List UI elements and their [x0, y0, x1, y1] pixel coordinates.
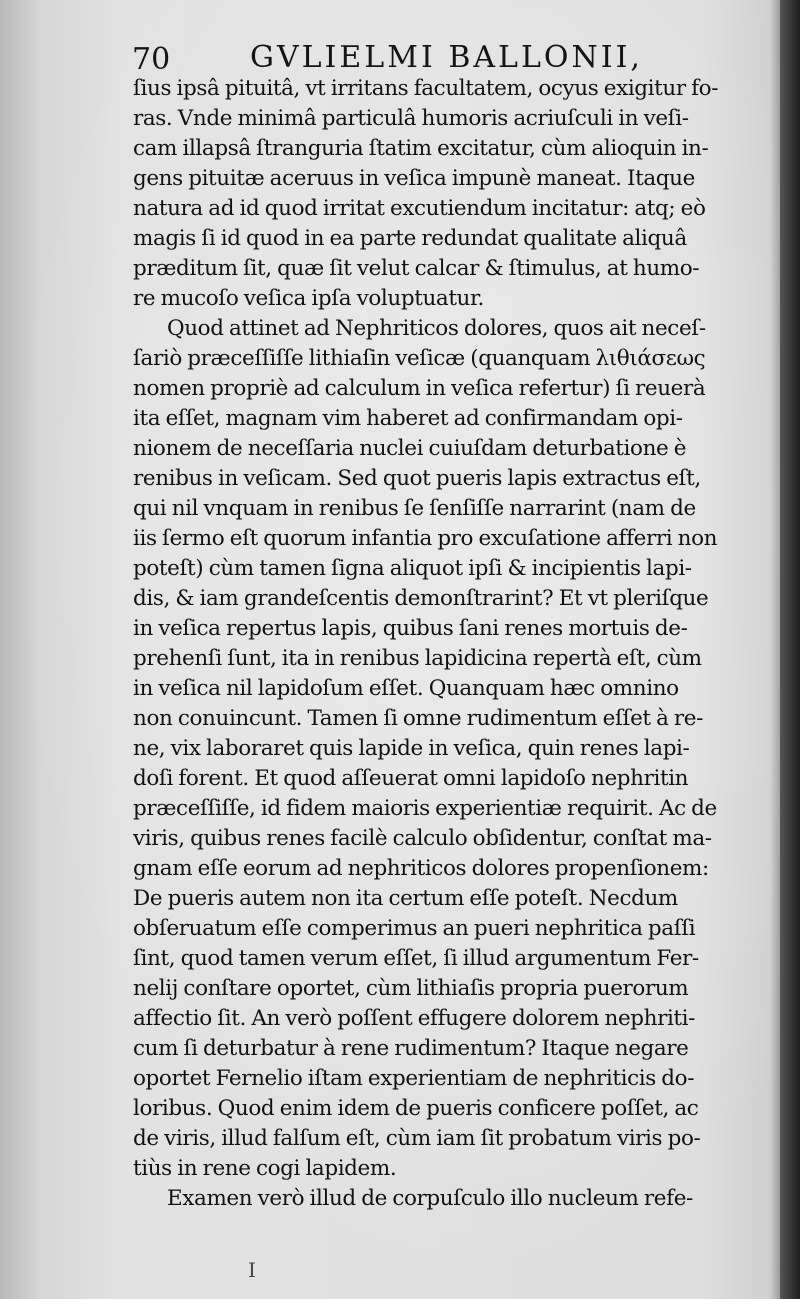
text-line: gens pituitæ aceruus in veſica impunè maneat. Itaque [133, 166, 695, 191]
page-header [132, 38, 732, 78]
body-text [133, 74, 743, 1214]
running-title: GVLIELMI BALLONII, [250, 40, 643, 75]
text-line: ras. Vnde minimâ particulâ humoris acriuſculi in veſi- [133, 106, 689, 131]
page-number: 70 [132, 42, 171, 77]
text-line: præceſſiſſe, id fidem maioris experientiæ requirit. Ac de [133, 796, 717, 821]
text-line: obſeruatum eſſe comperimus an pueri nephritica paſſi [133, 916, 696, 941]
text-line: re mucoſo veſica ipſa voluptuatur. [133, 286, 484, 311]
text-line: Quod attinet ad Nephriticos dolores, quos ait neceſ- [167, 316, 706, 341]
text-line: ſius ipsâ pituitâ, vt irritans facultatem, ocyus exigitur fo- [133, 76, 719, 101]
text-line: affectio ſit. An verò poſſent effugere dolorem nephriti- [133, 1006, 696, 1031]
signature-mark: I [248, 1258, 256, 1282]
text-line: Examen verò illud de corpuſculo illo nucleum refe- [167, 1186, 693, 1211]
text-line: in veſica nil lapidoſum eſſet. Quanquam hæc omnino [133, 676, 679, 701]
text-line: loribus. Quod enim idem de pueris conficere poſſet, ac [133, 1096, 699, 1121]
text-line: oportet Fernelio iſtam experientiam de nephriticis do- [133, 1066, 695, 1091]
text-line: dis, & iam grandeſcentis demonſtrarint? Et vt pleriſque [133, 586, 709, 611]
text-line: ſint, quod tamen verum eſſet, ſi illud argumentum Fer- [133, 946, 699, 971]
text-line: nionem de neceſſaria nuclei cuiuſdam deturbatione è [133, 436, 687, 461]
text-line: nelij conſtare oportet, cùm lithiaſis propria puerorum [133, 976, 689, 1001]
text-line: ne, vix laboraret quis lapide in veſica, quin renes lapi- [133, 736, 690, 761]
text-line: qui nil vnquam in renibus ſe ſenſiſſe narrarint (nam de [133, 496, 696, 521]
text-line: prehenſi ſunt, ita in renibus lapidicina repertà eſt, cùm [133, 646, 702, 671]
text-line: cam illapsâ ſtranguria ſtatim excitatur, cùm alioquin in- [133, 136, 709, 161]
text-line: doſi forent. Et quod aſſeuerat omni lapidoſo nephritin [133, 766, 689, 791]
text-line: gnam eſſe eorum ad nephriticos dolores propenſionem: [133, 856, 709, 881]
text-line: tiùs in rene cogi lapidem. [133, 1156, 397, 1181]
text-line: iis ſermo eſt quorum infantia pro excuſatione afferri non [133, 526, 718, 551]
text-line: natura ad id quod irritat excutiendum incitatur: atq; eò [133, 196, 706, 221]
text-line: ſariò præceſſiſſe lithiaſin veſicæ (quanquam λιθιάσεως [133, 346, 706, 371]
book-edge [780, 0, 800, 1299]
text-line: viris, quibus renes facilè calculo obſidentur, conſtat ma- [133, 826, 712, 851]
text-line: De pueris autem non ita certum eſſe poteſt. Necdum [133, 886, 678, 911]
text-line: præditum ſit, quæ ſit velut calcar & ſtimulus, at humo- [133, 256, 700, 281]
text-line: non conuincunt. Tamen ſi omne rudimentum eſſet à re- [133, 706, 703, 731]
text-line: poteſt) cùm tamen ſigna aliquot ipſi & incipientis lapi- [133, 556, 692, 581]
text-line: ita eſſet, magnam vim haberet ad confirmandam opi- [133, 406, 683, 431]
text-line: magis ſi id quod in ea parte redundat qualitate aliquâ [133, 226, 687, 251]
text-line: de viris, illud falſum eſt, cùm iam ſit probatum viris po- [133, 1126, 701, 1151]
text-line: cum ſi deturbatur à rene rudimentum? Itaque negare [133, 1036, 689, 1061]
text-line: in veſica repertus lapis, quibus ſani renes mortuis de- [133, 616, 688, 641]
text-line: nomen propriè ad calculum in veſica refertur) ſi reuerà [133, 376, 706, 401]
text-line: renibus in veſicam. Sed quot pueris lapis extractus eſt, [133, 466, 701, 491]
